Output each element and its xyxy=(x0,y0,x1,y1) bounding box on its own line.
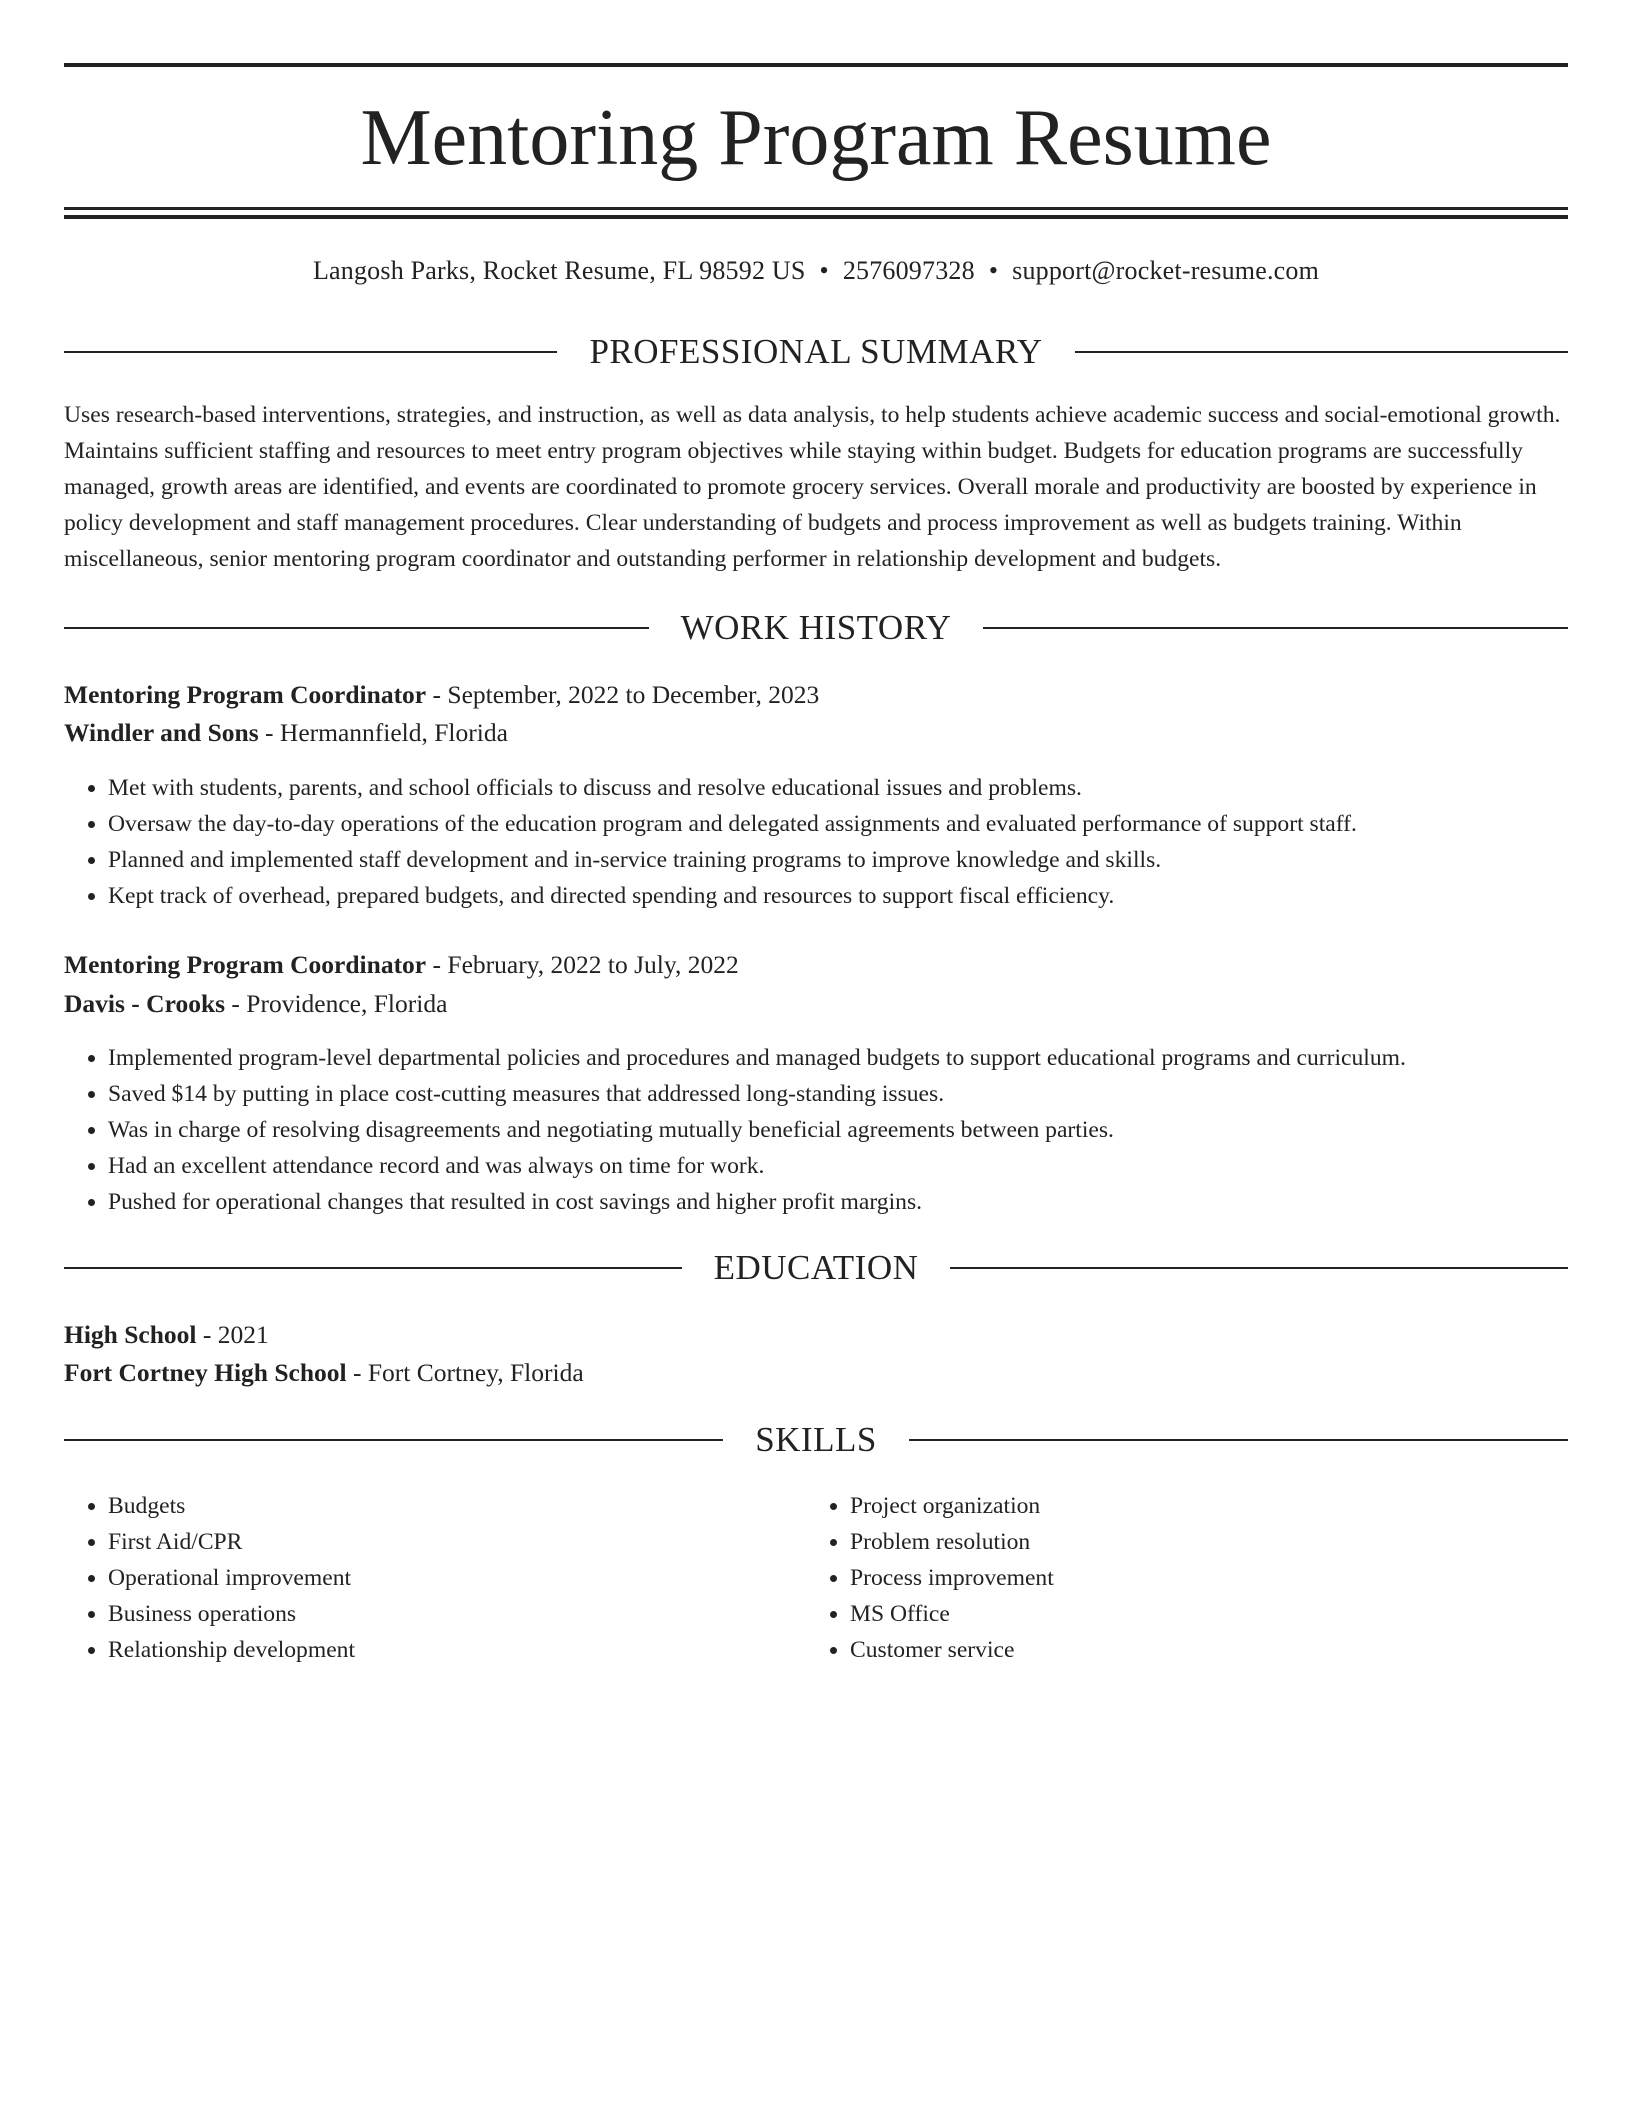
skills-heading-label: SKILLS xyxy=(755,1420,877,1459)
skill-item: • First Aid/CPR xyxy=(108,1524,808,1560)
job-2-title: Mentoring Program Coordinator xyxy=(64,950,427,979)
heading-rule xyxy=(64,627,649,629)
job-2-bullet: • Had an excellent attendance record and was always on time for work. xyxy=(108,1148,1568,1184)
job-2-bullet-list xyxy=(64,1040,1568,1220)
work-history-section-heading xyxy=(64,606,1568,650)
job-1-bullet: • Oversaw the day-to-day operations of the education program and delegated assignments and evaluated performance of support staff. xyxy=(108,806,1568,842)
job-1-location: - Hermannfield, Florida xyxy=(258,718,508,747)
skill-item: • Problem resolution xyxy=(850,1524,1550,1560)
job-2-company-line xyxy=(64,986,1568,1022)
job-2-company: Davis - Crooks xyxy=(64,989,226,1018)
education-location: - Fort Cortney, Florida xyxy=(346,1358,584,1387)
header-double-rule-lower xyxy=(64,215,1568,219)
job-2-location: - Providence, Florida xyxy=(225,989,448,1018)
job-2-bullet: • Pushed for operational changes that resulted in cost savings and higher profit margins. xyxy=(108,1184,1568,1220)
skill-item: • Process improvement xyxy=(850,1560,1550,1596)
education-degree-line xyxy=(64,1317,1568,1353)
skills-list-right xyxy=(806,1488,1550,1668)
education-year: - 2021 xyxy=(196,1320,269,1349)
contact-separator: • xyxy=(819,256,829,285)
skills-section-heading xyxy=(64,1418,1568,1462)
heading-rule xyxy=(983,627,1568,629)
summary-section-heading xyxy=(64,330,1568,374)
professional-summary-text: Uses research-based interventions, strategies, and instruction, as well as data analysis, to help students achieve academic success and social-emotional growth. Maintains sufficient staffing and resources to meet entry program objectives while staying within budget. Budgets for education programs are successfully managed, growth areas are identified, and events are coordinated to promote grocery services. Overall morale and productivity are boosted by experience in policy development and staff management procedures. Clear understanding of budgets and process improvement as well as budgets training. Within miscellaneous, senior mentoring program coordinator and outstanding performer in relationship development and budgets. xyxy=(64,402,1561,572)
education-degree: High School xyxy=(64,1320,197,1349)
skill-item: • Customer service xyxy=(850,1632,1550,1668)
job-1-bullet: • Planned and implemented staff development and in-service training programs to improve knowledge and skills. xyxy=(108,842,1568,878)
contact-phone: 2576097328 xyxy=(842,256,975,285)
resume-title: Mentoring Program Resume xyxy=(360,94,1272,182)
contact-line xyxy=(64,254,1568,288)
heading-rule xyxy=(909,1439,1568,1441)
education-school: Fort Cortney High School xyxy=(64,1358,347,1387)
job-1-bullet-list xyxy=(64,770,1568,914)
job-1-company-line xyxy=(64,715,1568,751)
contact-address: Langosh Parks, Rocket Resume, FL 98592 US xyxy=(312,256,806,285)
job-1-bullet: • Met with students, parents, and school officials to discuss and resolve educational issues and problems. xyxy=(108,770,1568,806)
skill-item: • Budgets xyxy=(108,1488,808,1524)
job-2-bullet: • Saved $14 by putting in place cost-cutting measures that addressed long-standing issues. xyxy=(108,1076,1568,1112)
job-1-company: Windler and Sons xyxy=(64,718,259,747)
skills-list-left xyxy=(64,1488,808,1668)
education-school-line xyxy=(64,1355,1568,1391)
contact-separator: • xyxy=(988,256,999,285)
header-top-rule xyxy=(64,63,1568,67)
work-history-heading-label: WORK HISTORY xyxy=(680,608,952,647)
education-heading-label: EDUCATION xyxy=(713,1248,919,1287)
education-section-heading xyxy=(64,1246,1568,1290)
heading-rule xyxy=(64,351,557,353)
heading-rule xyxy=(64,1439,723,1441)
job-2-dates: - February, 2022 to July, 2022 xyxy=(426,950,739,979)
job-2-bullet: • Implemented program-level departmental policies and procedures and managed budgets to support educational programs and curriculum. xyxy=(108,1040,1568,1076)
job-1-dates: - September, 2022 to December, 2023 xyxy=(426,680,820,709)
heading-rule xyxy=(950,1267,1568,1269)
contact-email: support@rocket-resume.com xyxy=(1012,256,1320,285)
job-2-bullet: • Was in charge of resolving disagreements and negotiating mutually beneficial agreements between parties. xyxy=(108,1112,1568,1148)
job-2-title-line xyxy=(64,947,1568,983)
summary-heading-label: PROFESSIONAL SUMMARY xyxy=(589,332,1043,371)
heading-rule xyxy=(64,1267,682,1269)
skill-item: • MS Office xyxy=(850,1596,1550,1632)
skill-item: • Project organization xyxy=(850,1488,1550,1524)
skill-item: • Operational improvement xyxy=(108,1560,808,1596)
job-1-bullet: • Kept track of overhead, prepared budgets, and directed spending and resources to support fiscal efficiency. xyxy=(108,878,1568,914)
job-1-title-line xyxy=(64,677,1568,713)
header-double-rule-upper xyxy=(64,207,1568,210)
job-1-title: Mentoring Program Coordinator xyxy=(64,680,427,709)
skill-item: • Relationship development xyxy=(108,1632,808,1668)
heading-rule xyxy=(1075,351,1568,353)
skill-item: • Business operations xyxy=(108,1596,808,1632)
